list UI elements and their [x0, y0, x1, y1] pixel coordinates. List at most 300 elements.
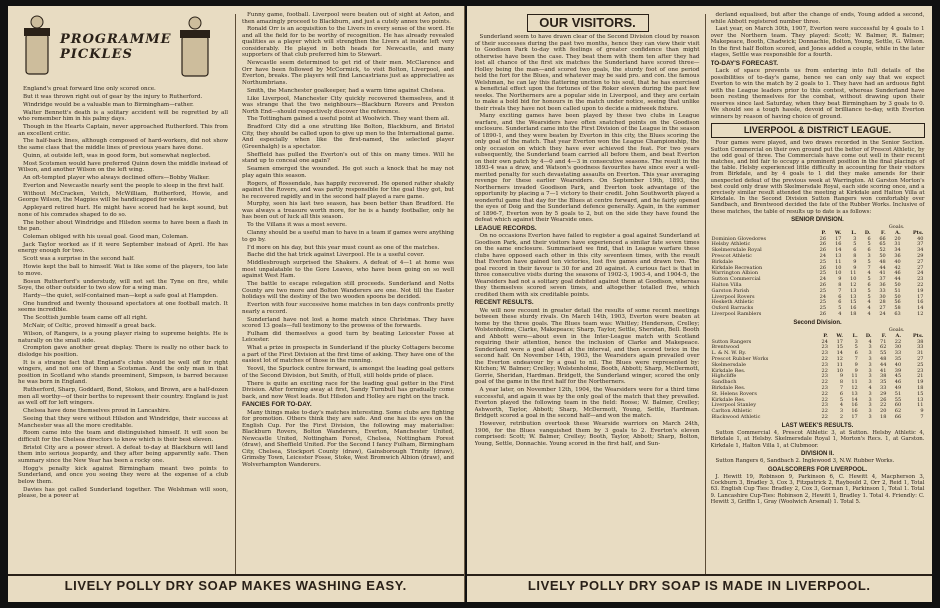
our-visitors-title: OUR VISITORS. — [527, 14, 649, 32]
pickles-paragraph: Windridge would be a valuable man to Birmingham—rather. — [23, 101, 194, 108]
table-cell: 40 — [894, 258, 901, 265]
table-cell: 55 — [894, 396, 902, 403]
table-cell: 5 — [867, 241, 871, 248]
table-cell: 25 — [819, 270, 827, 277]
recent-results-text: We will now recount in greater detail the results of some recent meetings between these sturdy rivals. On March 14th, 1903, Everton were beaten at home by the three goals. The Blues team was: Whitley; Henderson, Crelley; Wolstenholme, Clarke, Makepeace; Sharp, Taylor, Settle, Sheridan, Bell. Booth and Abbott were—about even in the Inter-League match with Scotland requiring their attention, hence the inclusion of Clarke and Makepeace. Sunderland were a goal ahead at the interval, and then scored twice in the second half. On November 14th, 1903, the Wearsiders again prevailed over the Everton endeavour by a goal to nil. The Blues were represented by: Kitchen; W. Balmer; Crelley; Wolstenholme, Booth, Abbott; Sharp, McDermott, Gorrie, Sheridan, Hardman. Bridgett, the Sunderland winger, scored the only goal of the game in the first half for the Northerners. — [474, 307, 700, 386]
pickles-paragraph: Seeing that they were without Hilsdon and Windridge, their success at Manchester was all the more creditable. — [18, 416, 228, 429]
pickles-paragraph: Rutherford, Sharp, Goddard, Bond, Stokes, and Brown, are a half-dozen men all worthy—of their berths to represent their country. England is just as well off for left wingers. — [18, 387, 228, 407]
table-cell: Sutton Rangers — [711, 338, 752, 345]
table-cell: 27 — [917, 258, 924, 265]
table-cell: 37 — [917, 241, 924, 248]
table-cell: 5 — [839, 396, 843, 403]
table-cell: Dominion Glovedores — [711, 235, 767, 242]
table-cell: 30 — [894, 344, 902, 351]
table-cell: 51 — [894, 390, 902, 397]
table-cell: Hesketh Athletic — [711, 299, 754, 306]
last-year-text: Last year, on March 30th, 1907, Everton were successful by 4 goals to 1 over the Northern team. They played: Scott; W. Balmer, R. Balmer; Makepeace, Booth, Chadwick; Donnachie, Bolton, Young, Settle, G. Wilson. In the first half Bolton scored, and Jones added a couple, while in the later stages, Settle was responsible for a fourth. — [710, 26, 925, 59]
table-cell: 37 — [879, 276, 886, 283]
pickles-paragraph: Crompton gave another great display. There is really no other back to dislodge his position. — [18, 345, 228, 358]
table-cell: 3 — [868, 373, 872, 380]
table-cell: 8 — [839, 379, 843, 386]
table-cell: Highcliffe — [711, 373, 737, 380]
table-cell: Liverpool Rovers — [711, 293, 755, 300]
table-cell: 3 — [868, 413, 872, 420]
table-cell: 17 — [835, 235, 842, 242]
table-cell: 5 — [867, 276, 871, 283]
right-column-1 — [475, 34, 700, 574]
pickles-paragraph: One hundred and twenty thousand spectators at one football match. It seems incredible. — [18, 300, 228, 314]
table-row — [711, 415, 925, 421]
table-cell: 26 — [819, 282, 827, 288]
table-cell: 38 — [917, 338, 924, 345]
table-cell: 7 — [838, 287, 842, 294]
table-cell: 3 — [868, 390, 872, 397]
table-header-cell: D. — [864, 229, 871, 236]
table-cell: 13 — [835, 253, 842, 260]
table-cell: 13 — [851, 390, 858, 397]
table-cell: 15 — [836, 344, 843, 351]
table-cell: 11 — [917, 402, 924, 409]
table-header-cell: P. — [821, 229, 827, 236]
table-cell: Oxford Barracks — [711, 305, 754, 312]
table-cell: Kirkdale Res. — [711, 367, 746, 374]
pickles-paragraph: Most Scotsmen would have preferred Quinn down the middle instead of Wilson, and another Wilson on the left wing. — [18, 160, 228, 174]
table-cell: 21 — [917, 373, 924, 380]
table-cell: 39 — [894, 367, 902, 374]
table-cell: 3 — [868, 361, 872, 368]
table-cell: 7 — [867, 264, 871, 271]
table-cell: 10 — [850, 276, 857, 283]
table-cell: Carlton Athletic — [711, 408, 752, 415]
pickles-paragraph: Rogers, of Rossendale, has happily recovered. He opened rather shakily against the Rovers, and was partly responsible for the goal they got, but he recovered rapidly and in the second half played a rare game. — [242, 180, 454, 200]
pickles-paragraph: I'd more on his day, but this year must count as one of the matches. — [247, 244, 440, 251]
table-cell: L. & N. W. Ry. — [711, 350, 747, 357]
right-footer-advert: LIVELY POLLY DRY SOAP IS MADE IN LIVERPOOL. — [467, 574, 933, 596]
table-cell: 25 — [819, 305, 827, 312]
pickles-paragraph: Clanny should be a useful man to have in a team if games were anything to go by. — [242, 230, 454, 243]
table-header-cell: W. — [834, 229, 842, 236]
table-cell: 16 — [851, 408, 858, 415]
table-cell: 34 — [894, 247, 901, 254]
table-cell: 18 — [917, 384, 924, 391]
table-cell: 6 — [867, 235, 871, 242]
table-cell: Halton Villa — [711, 282, 742, 288]
pickles-paragraph: Howie kept the ball to himself. Wat is like some of the players, too late to move. — [18, 264, 228, 277]
table-cell: 44 — [879, 264, 886, 271]
table-cell: 20 — [880, 408, 887, 415]
pickles-paragraph: Sunderland have not lost a home match since Christmas. They have scored 13 goals—full testimony to the prowess of the forwards. — [242, 316, 454, 330]
table-cell: 44 — [880, 361, 887, 368]
table-header-cell: W. — [836, 332, 843, 339]
pickles-paragraph: Quinn, at outside left, was in good form, but somewhat neglected. — [23, 152, 211, 159]
pickles-paragraph: It is a strange fact that England's clubs should be well off for right wingers, and not one of them a Scotsman. And the only man in that position in Scotland who stands preeminent, Simpson, is barred because he was born in England. — [18, 359, 228, 386]
table-cell: 36 — [894, 253, 901, 260]
table-header-cell: Pts. — [912, 332, 924, 339]
right-column-2 — [711, 12, 925, 572]
table-cell: 25 — [917, 361, 924, 368]
right-page — [467, 6, 933, 602]
table-cell: 8 — [838, 282, 842, 288]
table-cell: 14 — [835, 247, 842, 254]
table-cell: 24 — [879, 310, 886, 317]
programme-spread — [8, 6, 932, 602]
table-cell: 8 — [853, 253, 857, 260]
table-cell: 25 — [819, 299, 827, 306]
table-cell: 66 — [894, 413, 902, 420]
table-cell: 9 — [854, 367, 858, 374]
table-cell: 23 — [917, 367, 924, 374]
table-cell: Prescot Athletic — [711, 253, 752, 260]
table-cell: 33 — [894, 350, 902, 357]
second-division-heading: Second Division. — [793, 319, 842, 326]
table-cell: 22 — [821, 367, 828, 374]
table-cell: 16 — [917, 299, 924, 306]
table-cell: Liverpool Ramblers — [711, 310, 762, 317]
table-cell: 5 — [867, 287, 871, 294]
table-cell: 24 — [819, 293, 827, 300]
pickles-paragraph: Room came into the team and distinguished himself. It will soon be difficult for the Chelsea directors to know which is their best eleven. — [18, 430, 228, 443]
table-cell: 66 — [879, 235, 886, 242]
table-cell: 22 — [821, 379, 828, 386]
pickles-paragraph: Without McCracken, Veitch, McWilliam, Rutherford, Howie, and George Wilson, the Magpies will be handicapped for weeks. — [18, 190, 228, 204]
visitors-continued: derland equalised, but after the change of ends, Young added a second, while Abbott registered number three. — [710, 12, 925, 25]
pickles-paragraph: Fulham did themselves a good turn by beating Leicester Fosse at Leicester. — [242, 330, 454, 344]
table-cell: 12 — [836, 355, 843, 362]
goals-label: Goals. — [888, 224, 905, 231]
pickles-paragraph: The half-back lines, although composed of hard-workers, did not show the same class that the middle lines of previous years have done. — [18, 138, 228, 151]
table-cell: Sandbach — [711, 379, 737, 386]
table-cell: 26 — [819, 241, 827, 248]
table-cell: 9 — [853, 264, 857, 271]
table-cell: 19 — [917, 379, 924, 386]
table-cell: 3 — [854, 338, 858, 345]
pickles-paragraph: Scott was a surprise in the second half. — [23, 256, 135, 263]
table-cell: 58 — [894, 305, 901, 312]
table-cell: 6 — [838, 299, 842, 306]
pickles-paragraph: Seamen emerged the wounded. He got such a knock that he may not play again this season. — [242, 166, 454, 179]
table-cell: 60 — [894, 402, 902, 409]
table-cell: 52 — [879, 247, 886, 254]
table-header-cell: L. — [852, 332, 858, 339]
table-cell: 3 — [868, 402, 872, 409]
pickles-paragraph: To the Villans it was a most severe. — [247, 222, 347, 229]
table-cell: 42 — [894, 264, 901, 271]
table-cell: 11 — [851, 373, 858, 380]
table-cell: 3 — [868, 355, 872, 362]
table-cell: 26 — [819, 310, 827, 317]
division-2-text: Sutton Rangers 6, Sandbach 2. Inglewood 3, N.W. Rubber Works. — [715, 458, 895, 465]
table-cell: 3 — [868, 408, 872, 415]
table-cell: 14 — [851, 396, 858, 403]
table-cell: 46 — [894, 379, 902, 386]
last-week-heading: LAST WEEK'S RESULTS. — [781, 422, 854, 429]
table-cell: 11 — [836, 361, 843, 368]
left-column-2 — [242, 12, 454, 572]
table-cell: 23 — [821, 361, 828, 368]
league-records-text: On no occasions Everton have failed to register a goal against Sunderland at Goodison Park, and their visitors have experienced a similar fate seven times on the same enclosure. Summarised we find, that in League warfare these clubs have opposed each other in this city seventeen times, with the result that Everton have gained ten victories, lost five games and drawn two. The goal record in their favour is 30 for and 20 against. A curious fact is that in three consecutive visits during the seasons of 1902-3, 1903-4, and 1904-5, the Wearsiders had not a solitary goal debited against them at Goodison, whereas they themselves scored seven times, and altogether totalled five, which credited them with six creditable points. — [474, 233, 700, 298]
table-cell: 9 — [853, 258, 857, 265]
table-cell: 40 — [917, 235, 924, 242]
table-cell: 3 — [868, 367, 872, 374]
pickles-paragraph: The battle to escape relegation still proceeds. Sunderland and Notts County are two more and Bolton Wanderers are one. Not till the Easter holidays will the destiny of the two wooden spoons be decided. — [242, 281, 454, 301]
table-cell: 22 — [821, 355, 828, 362]
table-cell: 3 — [867, 253, 871, 260]
table-cell: Kirkdale Res. — [711, 396, 746, 403]
pickles-paragraph: There is quite an exciting race for the leading goal getter in the First Division. After forming away at first, Sandy Turnbull has gradually come back, and now West leads. But Hilsdon and Holley are right on the track. — [242, 380, 454, 400]
district-league-text — [711, 140, 925, 214]
pickles-paragraph: Bache did the hat trick against Liverpool. He is a useful cover. — [247, 252, 425, 259]
table-cell: 26 — [819, 247, 827, 254]
pickles-paragraph: Bristol City are a power street. A defeat to-day at Blackburn will land them into serious jeopardy, and they after being apparently safe. Then summary since the New Year has been a rocky one. — [18, 444, 228, 464]
pickles-paragraph: Davies has got called Sunderland together. The Welshman will soon, please, be a power at — [18, 486, 228, 500]
table-cell: 49 — [894, 384, 902, 391]
table-cell: 40 — [894, 361, 902, 368]
table-header-cell: F. — [881, 332, 887, 339]
pickles-paragraph: Funny game, football. Liverpool were beaten out of sight at Aston, and then amazingly proceed to Blackburn, and just a cutely annex two points. — [242, 12, 454, 25]
pickles-paragraph: Hardy—the quiet, self-contained man—kept a safe goal at Hampden. — [23, 293, 218, 300]
table-cell: 22 — [821, 396, 828, 403]
table-cell: 12 — [851, 384, 858, 391]
table-cell: 6 — [867, 282, 871, 288]
table-cell: 27 — [917, 264, 924, 271]
goalscorers-heading: GOALSCORERS FOR LIVERPOOL. — [767, 466, 868, 473]
pickles-paragraph: Bosun Rutherford's understudy, will not set the Tyne on fire, while Soye, the other outsider to two slow for a wing man. — [18, 278, 228, 292]
table-cell: St. Helens Rovers — [711, 390, 757, 397]
table-cell: 22 — [917, 282, 924, 288]
table-cell: 10 — [835, 264, 842, 271]
table-cell: 65 — [879, 241, 886, 248]
left-footer-advert: LIVELY POLLY DRY SOAP MAKES WASHING EASY. — [8, 574, 464, 596]
table-cell: 3 — [839, 408, 843, 415]
table-cell: 27 — [879, 305, 886, 312]
table-header-cell: L. — [851, 229, 857, 236]
table-cell: 13 — [850, 287, 857, 294]
table-cell: 10 — [836, 367, 843, 374]
pickles-paragraph: Appleyard retired hurt. He might have scored had he kept sound, but none of his comrades shaped to do so. — [18, 205, 228, 218]
table-cell: 3 — [868, 396, 872, 403]
table-cell: 41 — [880, 367, 887, 374]
pickles-paragraph: Hogg's penalty kick against Birmingham meant two points to Sunderland, and once you seeing they were at the expense of a club below them. — [18, 465, 228, 485]
table-cell: 13 — [850, 293, 857, 300]
programme-pickles-masthead — [22, 14, 220, 86]
table-cell: Helsby Athletic — [711, 241, 751, 248]
pickles-paragraph: Sheffield has pulled the Everton's out of this on many times. Will he stand up to conceal one again? — [242, 151, 454, 165]
pickles-paragraph: An oft-tempted player who always declined offers—Bobby Walker. — [23, 175, 210, 182]
forecast-text: Lack of space prevents us from entering into full details of the possibilities of to-day's game, hence we can only say that we expect Everton to win the match by 2 goals to 1. They have had an arduous fight with the League leaders prior to this contest, whereas Sunderland have been resting themselves for the combat, without drawing upon their reserves since last Saturday, when they beat Birmingham by 3 goals to 0. We should see a tough hassle, devoid of brilliance to-day, with Everton winners by reason of having choice of ground. — [710, 68, 925, 120]
table-cell: 31 — [894, 241, 901, 248]
table-cell: 5 — [854, 344, 858, 351]
table-cell: 4 — [867, 270, 871, 277]
pickles-paragraph: McNair, of Celtic, proved himself a great back. — [23, 323, 157, 330]
table-cell: 9 — [838, 276, 842, 283]
pickles-paragraph: Yeovil, the Spurlock centre forward, is amongst the leading goal getters of the Second Division, but Smith, of Hull, still holds pride of place. — [242, 366, 454, 379]
table-cell: 35 — [894, 355, 902, 362]
pickles-paragraph: Jack Taylor worked as if it were September instead of April. He has energy enough for two. — [18, 241, 228, 255]
table-cell: 27 — [917, 355, 924, 362]
table-header-cell: Pts. — [912, 229, 924, 236]
table-cell: 45 — [894, 373, 902, 380]
pickles-paragraph: Walter Bennett's death is a solitary accident will be regretted by all who remember him in his palmy days. — [18, 109, 228, 123]
recent-results-heading: RECENT RESULTS. — [474, 299, 534, 307]
table-cell: 3 — [853, 235, 857, 242]
table-cell: 24 — [821, 338, 828, 345]
table-row — [711, 312, 925, 318]
table-cell: 4 — [867, 299, 871, 306]
table-cell: 22 — [821, 408, 828, 415]
table-cell: 71 — [880, 338, 887, 345]
table-cell: 4 — [867, 310, 871, 317]
table-cell: 30 — [879, 293, 886, 300]
table-cell: 26 — [819, 264, 827, 271]
table-cell: 33 — [879, 287, 886, 294]
table-cell: 23 — [821, 344, 828, 351]
goalscorers-text: J. Hewitt 19, Robinson 9, Parkinson 6, C. Hewitt 4, Macpherson 3, Cockburn 3, Bradley 3, Cox 3, Fitzpatrick 2, Raybould 2, Orr 2, Reid 1, Total 63. English Cup Ties: Bradley 2, Cox 3, Gorman 1, Parkinson 1, Total 1. Total 9. Lancashire Cup-Ties: Robinson 2, Hewitt 1, Bradley 1. Total 4. Friendly: C. Hewitt 3, Griffin 1, Gray (Woolwich Arsenal) 1. Total 5. — [710, 474, 925, 505]
table-header-cell: A. — [895, 229, 901, 236]
table-cell: 62 — [894, 408, 902, 415]
table-cell: 35 — [880, 379, 887, 386]
table-cell: 25 — [819, 287, 827, 294]
table-cell: 48 — [879, 258, 886, 265]
table-cell: Liverpool Stanley — [711, 402, 757, 409]
table-cell: 17 — [851, 413, 858, 420]
table-cell: 36 — [879, 282, 886, 288]
table-cell: 9 — [854, 361, 858, 368]
table-cell: 50 — [879, 253, 886, 260]
table-cell: 3 — [868, 344, 872, 351]
table-cell: 4 — [868, 338, 872, 345]
visitors-paragraph: Sunderland seem to have drawn clear of the Second Division cloud by reason of their successes during the past two months, hence they can view their visit to Goodison Park to-day with feelings of greater confidence than might otherwise have been the case. They beat them with them ten after they had lost all chance of the first six matches the Sunderland have scored three—Holley being the man—and scored two goals, the sturdy foot of one period held the fort for the Blues, and whatever may be said pro. and con. the famous Welshman, he can lay this flattering unction to his soul, that he has exercised a beneficial effect upon the fortunes of the Roker eleven during the past few weeks. The Northerners are a popular side in Liverpool, and they are certain to make a bold bid for honours in the match under notice, seeing that unlike their rivals they have not been called upon to decide a midweek fixture. — [474, 34, 700, 112]
table-cell: 18 — [850, 310, 857, 317]
second-division-table — [711, 334, 925, 421]
pickles-paragraph: Smith, the Manchester goalkeeper, had a warm time against Chelsea. — [247, 87, 445, 94]
table-cell: 11 — [835, 258, 842, 265]
table-cell: 5 — [838, 305, 842, 312]
goals-label-2: Goals. — [888, 327, 905, 334]
table-cell: 15 — [917, 390, 924, 397]
pickles-paragraph: The Tottingham gained a useful point at Woolwich. They want them all. — [247, 116, 450, 123]
table-cell: 13 — [917, 396, 924, 403]
pickles-paragraph: But it was thrown right out of gear by the injury to Rutherford. — [23, 93, 203, 100]
table-cell: Sutton Commercial — [711, 276, 761, 283]
table-cell: 48 — [880, 355, 887, 362]
recent-results-text-3: However, retribution overtook these Wearside warriors on March 24th, 1906, for the Blues vanquished them by 3 goals to 2. Everton's eleven comprised: Scott; W. Balmer, Crelley; Booth, Taylor, Abbott; Sharp, Bolton, Young, Settle, Donnachie. Young scored in the first half, and Sun- — [474, 421, 700, 447]
pickles-paragraph: Newcastle seem determined to get rid of their men. McClarence and Orr have been followed by McCormick, to visit Bolton, Liverpool, and Everton, breaks. The players will find Lancastrians just as appreciative as Northumbrians. — [242, 60, 454, 86]
table-cell: 26 — [880, 396, 887, 403]
table-cell: 56 — [894, 299, 901, 306]
table-cell: 2 — [839, 413, 843, 420]
table-cell: 11 — [851, 379, 858, 386]
recent-results-text-2: A year later, on November 12th, 1904, the Wearsiders were for a third time successful, and again it was by the only goal of the match that they prevailed. Everton played the following team in the field: Roose; W. Balmer, Crelley; Ashworth, Taylor, Abbott; Sharp, McDermott, Young, Settle, Hardman. Bridgett scored a goal in the second half—and won the match. — [474, 387, 700, 420]
table-cell: 6 — [838, 293, 842, 300]
table-cell: 22 — [880, 402, 887, 409]
pickles-paragraph: Murphy, seen his last two season, has been better than Bradford. He was always a treasure worth more, for he is a handy footballer, only he has been out of luck all this season. — [242, 201, 454, 221]
table-cell: Brentwood — [711, 344, 740, 351]
table-cell: Skelmersdale — [711, 361, 746, 368]
column-divider — [235, 14, 236, 574]
pickles-paragraph: Coleman obliged with his usual goal. Good man, Coleman. — [23, 234, 189, 241]
table-cell: Birkdale Res. — [711, 384, 746, 391]
table-cell: 19 — [917, 287, 924, 294]
table-cell: 7 — [839, 384, 843, 391]
table-cell: 6 — [839, 390, 843, 397]
table-cell: 22 — [894, 338, 902, 345]
table-cell: 62 — [880, 344, 887, 351]
table-cell: 23 — [821, 402, 828, 409]
fancies-heading: FANCIES FOR TO-DAY. — [242, 401, 312, 409]
table-cell: 7 — [920, 413, 924, 420]
left-page — [8, 6, 465, 602]
table-cell: 17 — [836, 338, 843, 345]
pickles-paragraph: Everton with four successive home matches in ten days confronts pretty nearly a record. — [242, 302, 454, 315]
pickles-paragraph: Chelsea have done themselves proud in Lancashire. — [23, 408, 171, 415]
table-cell: 28 — [879, 299, 886, 306]
table-cell: 16 — [835, 241, 842, 248]
table-cell: 22 — [821, 390, 828, 397]
table-cell: 16 — [851, 402, 858, 409]
table-cell: 3 — [868, 350, 872, 357]
table-cell: 23 — [821, 384, 828, 391]
table-cell: 9 — [920, 408, 924, 415]
table-cell: Blackwood Athletic — [711, 413, 761, 420]
table-cell: 50 — [894, 293, 901, 300]
pickles-paragraph: Though in the Hearts Captain, never approached Rutherford. This from an excellent critic. — [18, 124, 228, 137]
table-cell: 5 — [853, 241, 857, 248]
last-week-text: Sutton Commercial 4, Prescot Athletic 3, at Sutton. Helsby Athletic 4, Birkdale 1, at Helsby. Skelmersdale Royal 1, Morton's Recs. 1, at Garston. Kirkdale 1, Halton Villa 1, at Clubmoor. — [710, 430, 925, 449]
table-cell: 5 — [867, 293, 871, 300]
table-header-cell: F. — [880, 229, 886, 236]
table-cell: 7 — [854, 355, 858, 362]
table-cell: 50 — [894, 282, 901, 288]
table-header-cell: P. — [823, 332, 828, 339]
table-cell: 29 — [917, 253, 924, 260]
table-cell: 46 — [894, 270, 901, 277]
left-column-1 — [18, 86, 228, 574]
table-cell: 33 — [917, 344, 924, 351]
table-cell: 24 — [819, 276, 827, 283]
pickles-paragraph: The bother about Windridge and Hilsdon seems to have been a flash in the pan. — [18, 219, 228, 233]
table-cell: 6 — [853, 247, 857, 254]
table-cell: 25 — [819, 258, 827, 265]
table-cell: Birkdale — [711, 258, 733, 265]
senior-division-table — [711, 231, 925, 318]
masthead-title: PROGRAMME PICKLES — [60, 32, 172, 62]
table-cell: 34 — [917, 247, 924, 254]
division-2-heading: DIVISION II. — [800, 450, 834, 457]
table-cell: 22 — [821, 413, 828, 420]
table-cell: Warrington Albion — [711, 270, 759, 277]
pickles-paragraph: What a prize in prospects in Sunderland if the plucky Cottagers become a part of the First Division at the first time of asking. They have one of the easiest lot of matches of those in the running. — [242, 345, 454, 365]
pickles-paragraph: Like Liverpool, Manchester City quickly recovered themselves, and it was strange that the two neighbours—Blackburn Rovers and Preston North End—should respectively discover the reference. — [242, 95, 454, 115]
table-cell: 44 — [894, 276, 901, 283]
table-cell: 55 — [880, 350, 887, 357]
table-cell: 4 — [868, 384, 872, 391]
district-text: Four games were played, and two draws recorded in the Senior Section. Sutton Commercial on their own ground put the better of Prescot Athletic, by the odd goal of three. The Commercials have come out well in their recent matches, and bid fair to occupy a prominent position in the final placings of the table. Helsby experienced little difficulty in accounting for their visitors from Birkdale, and by 4 goals to 1 did they make amends for their unexpected defeat of the previous week at Warrington. At Garston Morton's best could only draw with Skelmersdale Royal, each side scoring once, and a precisely similar result attended the meeting at Kirkdale and Halton Villa at Kirkdale. In the Second Division Sutton Rangers won comfortably over Sandbach, and Brentwood decided the fate of the Rubber Works. Inclusive of these matches, the table of results up to date is as follows: — [710, 140, 925, 215]
pickles-paragraph: Middlesbrough surprised the Shakers. A defeat of 4—1 at home was most unpalatable to the Gore Leaves, who have been going on so well against West Ham. — [242, 260, 454, 280]
table-cell: 12 — [917, 310, 924, 317]
table-cell: 14 — [917, 305, 924, 312]
table-cell: 23 — [821, 373, 828, 380]
table-cell: 20 — [894, 235, 901, 242]
forecast-heading: TO-DAY'S FORECAST. — [710, 59, 779, 67]
pickles-paragraph: Wilson, of Rangers, is a young player rising to supreme heights. He is naturally on the small side. — [18, 331, 228, 344]
table-cell: 4 — [839, 402, 843, 409]
table-cell: 4 — [867, 305, 871, 312]
fancies-text: Many things make to-day's matches interesting. Some clubs are fighting for promotion. Others think they are safe. And one has its eyes on the English Cup. For the First Division, the following may materialise: Blackburn Rovers, Bolton Wanderers, Everton, Manchester United, Newcastle United, Nottingham Forest, Chelsea, Nottingham Forest (draw), and Sheffield United. For the Second I fancy Fulham, Birmingham City, Chelsea, Stockport County (draw), Gainsborough Trinity (draw), Grimsby Town, Leicester Fosse, Stoke, West Bromwich Albion (draw), and Wolverhampton Wanderers. — [242, 409, 454, 468]
table-cell: 24 — [819, 253, 827, 260]
table-cell: 31 — [917, 350, 924, 357]
table-cell: 6 — [854, 350, 858, 357]
pickles-paragraph: Ronald Orr is an acquisition to the Livers in every sense of the word. He and all the field for to be worthy of recognition. He has already revealed qualities as a player which will strengthen the Livers at inside left very considerably. He played in both heads for Newcastle, and many supporters of that club preferred him to Stewart. — [242, 26, 454, 59]
